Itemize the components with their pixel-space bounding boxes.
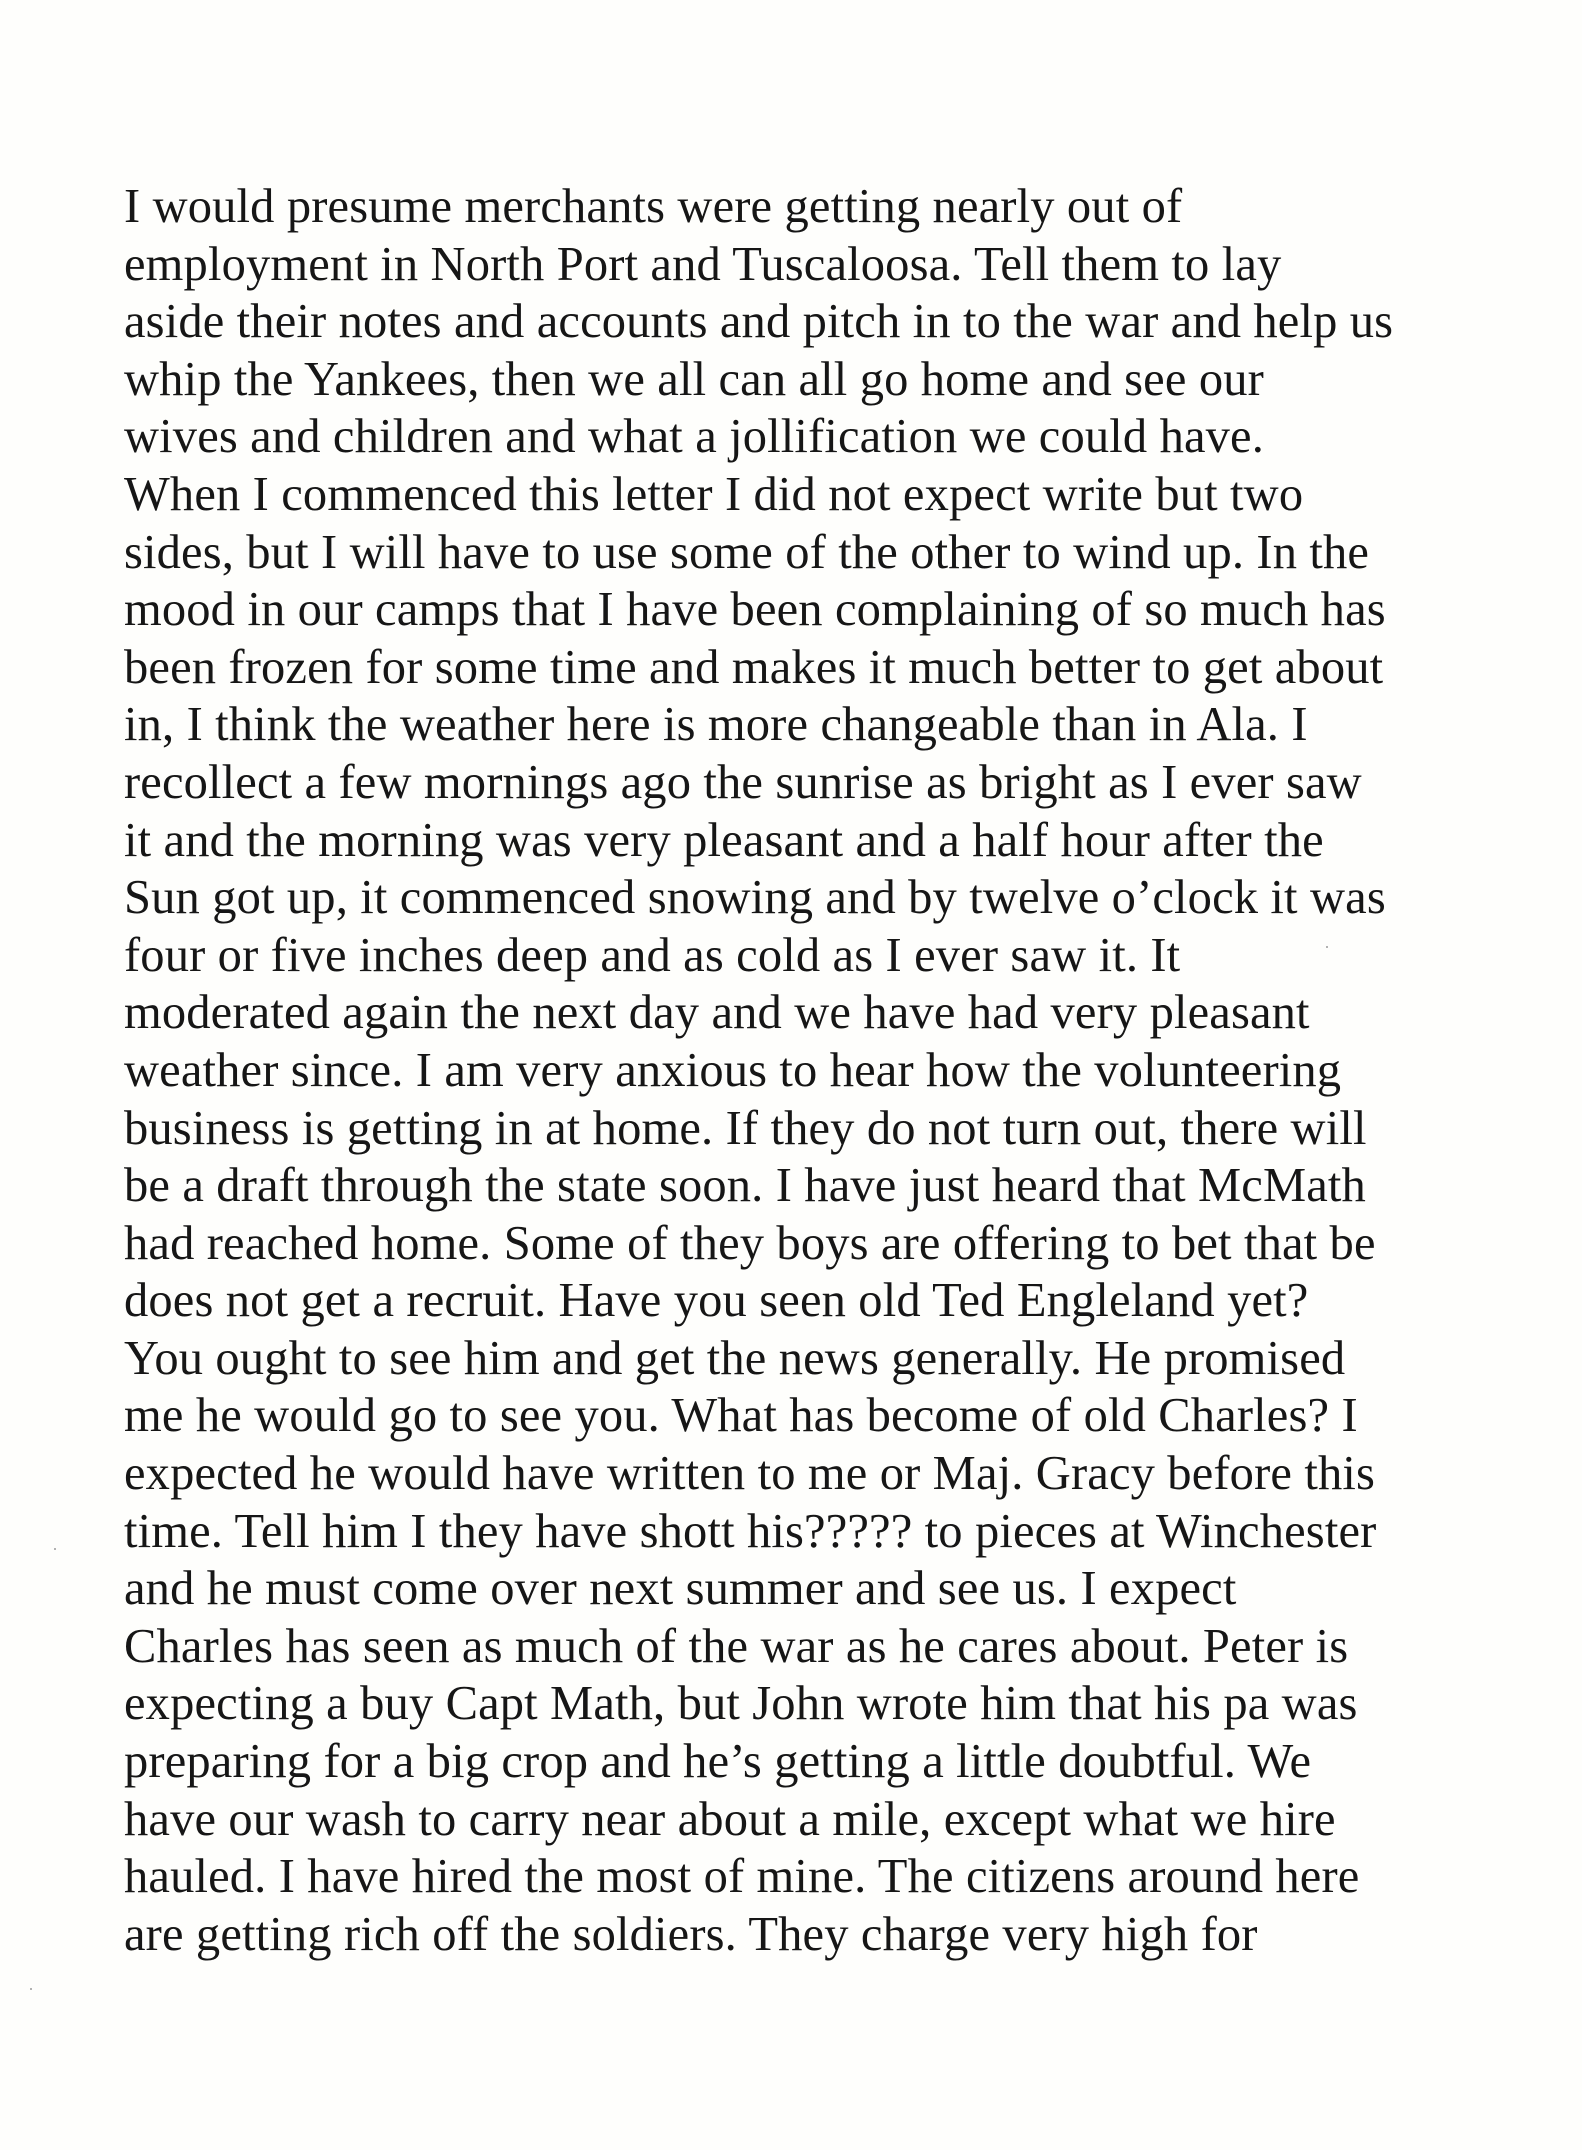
text-line: it and the morning was very pleasant and a half hour after the — [124, 813, 1324, 867]
text-line: Charles has seen as much of the war as he cares about. Peter is — [124, 1619, 1349, 1673]
text-line: recollect a few mornings ago the sunrise as bright as I ever saw — [124, 755, 1362, 809]
text-line: weather since. I am very anxious to hear how the volunteering — [124, 1043, 1342, 1097]
text-line: me he would go to see you. What has become of old Charles? I — [124, 1389, 1358, 1443]
text-line: expecting a buy Capt Math, but John wrote him that his pa was — [124, 1677, 1358, 1731]
text-line: four or five inches deep and as cold as I ever saw it. It — [124, 928, 1181, 982]
text-line: had reached home. Some of they boys are offering to bet that be — [124, 1216, 1376, 1270]
text-line: hauled. I have hired the most of mine. The citizens around here — [124, 1850, 1360, 1904]
text-line: been frozen for some time and makes it much better to get about — [124, 640, 1384, 694]
text-line: does not get a recruit. Have you seen old Ted Engleland yet? — [124, 1274, 1309, 1328]
scan-speck — [54, 1548, 56, 1550]
text-line: aside their notes and accounts and pitch in to the war and help us — [124, 295, 1394, 349]
text-line: time. Tell him I they have shott his????? to pieces at Winchester — [124, 1504, 1377, 1558]
text-line: be a draft through the state soon. I have just heard that McMath — [124, 1159, 1366, 1213]
scan-speck — [1326, 946, 1328, 948]
text-line: Sun got up, it commenced snowing and by twelve o’clock it was — [124, 871, 1386, 925]
text-line: When I commenced this letter I did not expect write but two — [124, 467, 1304, 521]
text-line: and he must come over next summer and see us. I expect — [124, 1562, 1237, 1616]
text-line: wives and children and what a jollification we could have. — [124, 410, 1264, 464]
letter-body — [124, 178, 1544, 1963]
text-line: in, I think the weather here is more changeable than in Ala. I — [124, 698, 1308, 752]
text-line: have our wash to carry near about a mile, except what we hire — [124, 1792, 1336, 1846]
text-line: whip the Yankees, then we all can all go home and see our — [124, 352, 1264, 406]
scan-speck — [30, 1988, 32, 1990]
text-line: expected he would have written to me or Maj. Gracy before this — [124, 1447, 1375, 1501]
text-line: moderated again the next day and we have had very pleasant — [124, 986, 1310, 1040]
text-line: mood in our camps that I have been complaining of so much has — [124, 583, 1386, 637]
text-line: I would presume merchants were getting nearly out of — [124, 180, 1183, 233]
text-line: preparing for a big crop and he’s getting a little doubtful. We — [124, 1735, 1312, 1789]
text-line: business is getting in at home. If they do not turn out, there will — [124, 1101, 1367, 1155]
text-line: You ought to see him and get the news generally. He promised — [124, 1331, 1346, 1385]
text-line: employment in North Port and Tuscaloosa. Tell them to lay — [124, 237, 1282, 291]
text-line: are getting rich off the soldiers. They charge very high for — [124, 1907, 1258, 1961]
text-line: sides, but I will have to use some of the other to wind up. In the — [124, 525, 1370, 579]
